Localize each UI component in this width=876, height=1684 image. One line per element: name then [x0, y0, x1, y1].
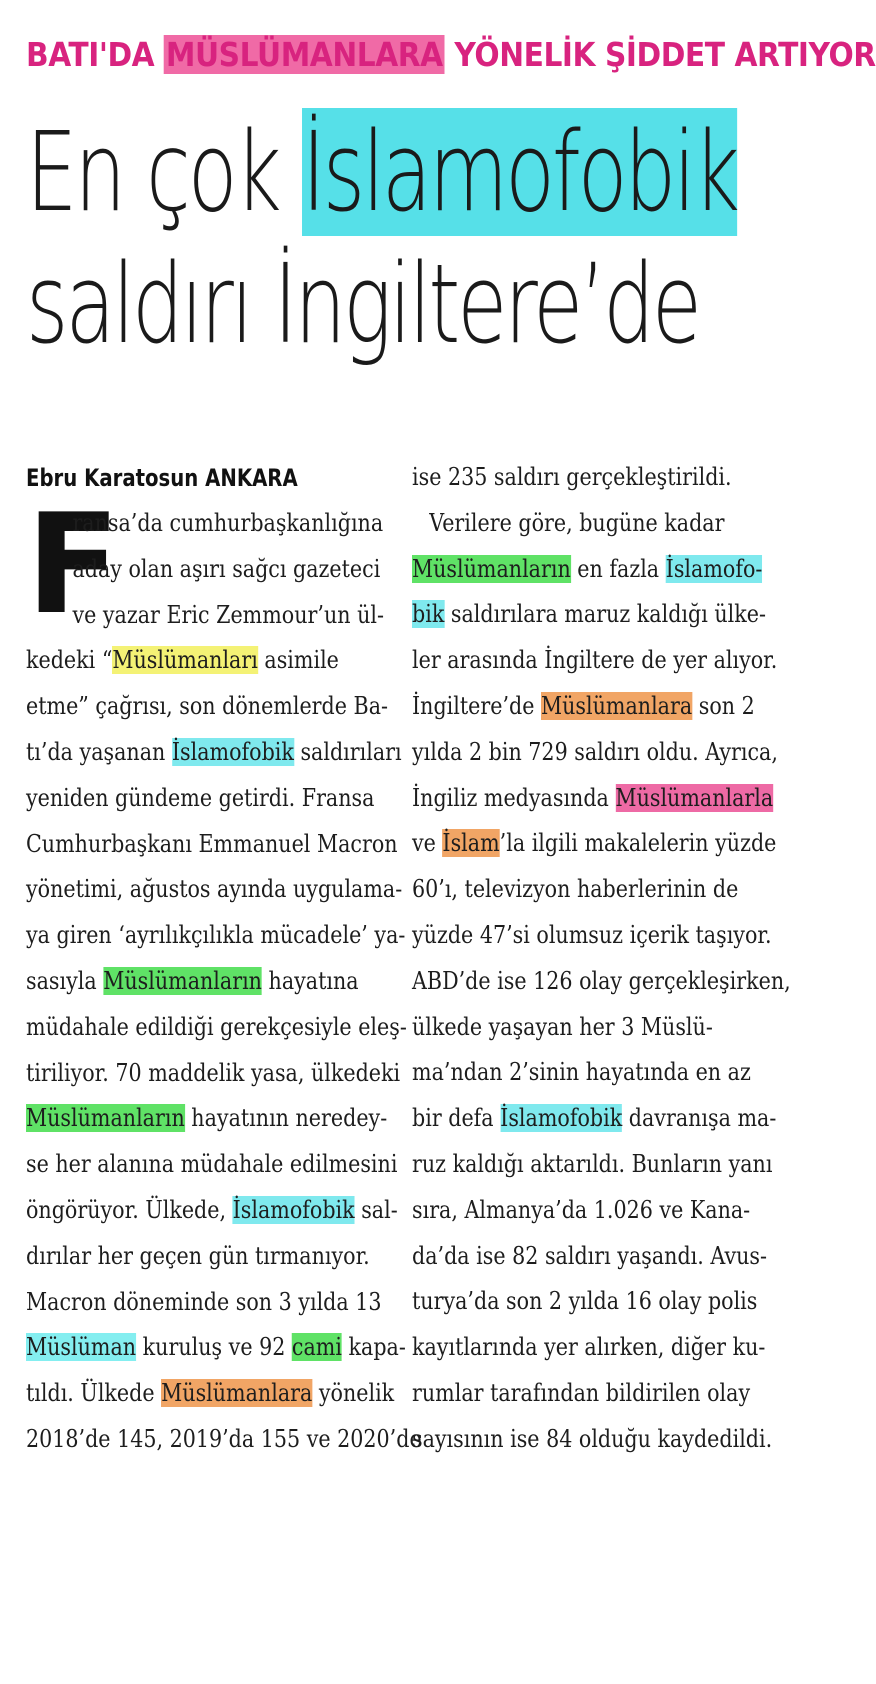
- text-line: yönetimi, ağustos ayında uygulama-: [26, 875, 403, 904]
- text-line: ve yazar Eric Zemmour’un ül-: [72, 600, 384, 629]
- highlight-cyan: İslamofobik: [500, 1104, 623, 1133]
- text-line: sıra, Almanya’da 1.026 ve Kana-: [412, 1195, 751, 1224]
- text-line: Verilere göre, bugüne kadar: [429, 508, 725, 537]
- text-line: yılda 2 bin 729 saldırı oldu. Ayrıca,: [412, 737, 778, 766]
- article-column-left: [26, 455, 422, 1463]
- text-line: kayıtlarında yer alırken, diğer ku-: [412, 1333, 766, 1362]
- text-line: se her alanına müdahale edilmesini: [26, 1150, 398, 1179]
- text-line: sayısının ise 84 olduğu kaydedildi.: [412, 1424, 773, 1453]
- highlight-green: Müslümanların: [103, 966, 262, 995]
- text-line: ABD’de ise 126 olay gerçekleşirken,: [412, 966, 791, 995]
- byline: Ebru Karatosun ANKARA: [26, 464, 298, 492]
- text-line: ransa’da cumhurbaşkanlığına: [72, 509, 384, 537]
- kicker-part1: BATI'DA: [26, 35, 165, 74]
- text-line: ise 235 saldırı gerçekleştirildi.: [412, 463, 732, 491]
- text-line: dırılar her geçen gün tırmanıyor.: [26, 1241, 370, 1270]
- text-line: da’da ise 82 saldırı yaşandı. Avus-: [412, 1241, 767, 1270]
- text-line: yeniden gündeme getirdi. Fransa: [26, 783, 375, 812]
- highlight-green: cami: [291, 1333, 342, 1362]
- text-line: bik saldırılara maruz kaldığı ülke-: [412, 600, 766, 629]
- text-line: bir defa İslamofobik davranışa ma-: [412, 1104, 777, 1133]
- text-line: İngiliz medyasında Müslümanlarla: [412, 783, 774, 812]
- kicker-highlight: MÜSLÜMANLARA: [165, 35, 443, 74]
- drop-cap: F: [26, 484, 121, 645]
- highlight-green: Müslümanların: [26, 1104, 185, 1133]
- text-line: 60’ı, televizyon haberlerinin de: [412, 875, 739, 904]
- headline-line-1: [26, 108, 738, 236]
- highlight-orange: Müslümanlara: [541, 691, 693, 720]
- highlight-cyan: İslamofo-: [665, 554, 763, 583]
- text-line: rumlar tarafından bildirilen olay: [412, 1378, 751, 1407]
- highlight-cyan: İslamofobik: [171, 737, 294, 766]
- text-line: turya’da son 2 yılda 16 olay polis: [412, 1287, 758, 1316]
- text-line: Müslümanların en fazla İslamofo-: [412, 554, 763, 583]
- text-line: Müslüman kuruluş ve 92 cami kapa-: [26, 1333, 406, 1362]
- text-line: ülkede yaşayan her 3 Müslü-: [412, 1012, 713, 1041]
- text-line: kedeki “Müslümanları asimile: [26, 646, 339, 675]
- kicker-headline: [26, 28, 876, 82]
- headline-text: En çok: [26, 108, 302, 236]
- highlight-cyan: Müslüman: [26, 1333, 137, 1362]
- text-line: 2018’de 145, 2019’da 155 ve 2020’de: [26, 1424, 422, 1453]
- text-line: yüzde 47’si olumsuz içerik taşıyor.: [412, 920, 772, 949]
- text-line: Müslümanların hayatının neredey-: [26, 1104, 388, 1133]
- text-line: Cumhurbaşkanı Emmanuel Macron: [26, 829, 398, 858]
- headline-highlight: İslamofobik: [301, 108, 738, 236]
- article-column-right: [412, 455, 791, 1463]
- kicker-part3: YÖNELİK ŞİDDET ARTIYOR: [444, 35, 876, 74]
- highlight-cyan: İslamofobik: [232, 1195, 355, 1224]
- text-line: ve İslam’la ilgili makalelerin yüzde: [412, 829, 777, 858]
- text-line: ya giren ‘ayrılıkçılıkla mücadele’ ya-: [26, 921, 406, 950]
- highlight-green: Müslümanların: [412, 554, 571, 583]
- highlight-magenta: Müslümanlarla: [615, 783, 774, 812]
- text-line: ler arasında İngiltere de yer alıyor.: [412, 646, 778, 675]
- text-line: sasıyla Müslümanların hayatına: [26, 966, 359, 995]
- text-line: öngörüyor. Ülkede, İslamofobik sal-: [26, 1195, 398, 1224]
- text-line: ruz kaldığı aktarıldı. Bunların yanı: [412, 1149, 773, 1178]
- highlight-orange: İslam: [442, 829, 500, 858]
- text-line: aday olan aşırı sağcı gazeteci: [72, 554, 381, 583]
- highlight-orange: Müslümanlara: [161, 1379, 313, 1408]
- text-line: etme” çağrısı, son dönemlerde Ba-: [26, 692, 388, 721]
- text-line: tiriliyor. 70 maddelik yasa, ülkedeki: [26, 1058, 401, 1087]
- text-line: İngiltere’de Müslümanlara son 2: [412, 691, 755, 720]
- text-line: ma’ndan 2’sinin hayatında en az: [412, 1058, 751, 1087]
- text-line: müdahale edildiği gerekçesiyle eleş-: [26, 1012, 407, 1041]
- highlight-yellow: Müslümanları: [112, 646, 258, 675]
- text-line: tıldı. Ülkede Müslümanlara yönelik: [26, 1379, 395, 1408]
- text-line: tı’da yaşanan İslamofobik saldırıları: [26, 737, 402, 766]
- highlight-cyan: bik: [412, 600, 445, 629]
- text-line: Macron döneminde son 3 yılda 13: [26, 1287, 382, 1316]
- headline-line-2: saldırı İngiltere’de: [26, 240, 700, 368]
